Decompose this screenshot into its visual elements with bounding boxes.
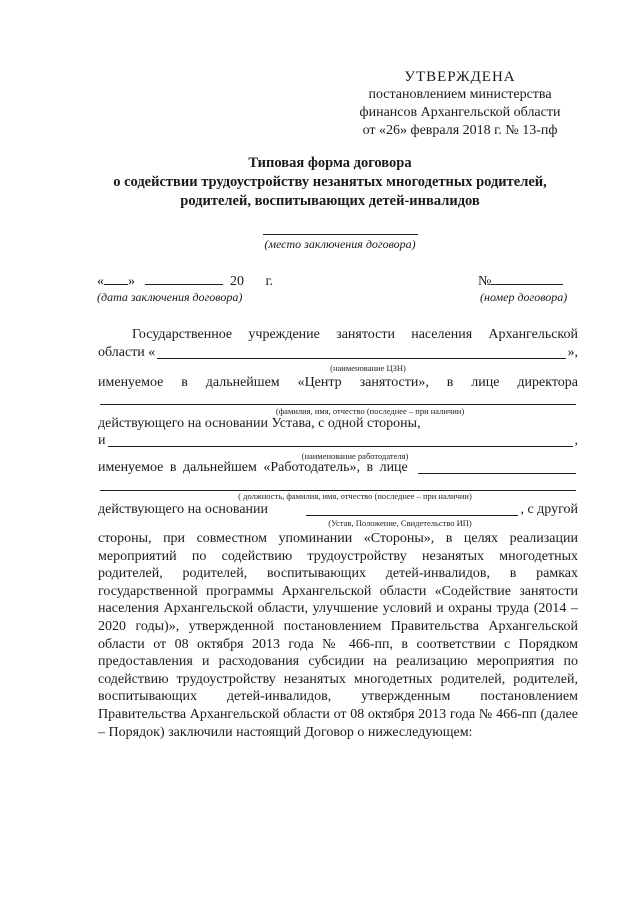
region-suffix: »,	[567, 345, 578, 360]
date-caption: (дата заключения договора)	[97, 290, 243, 304]
caption-czn: (наименование ЦЗН)	[330, 363, 406, 373]
body-paragraph-block	[98, 530, 578, 741]
caption-employer: (наименование работодателя)	[301, 451, 409, 461]
and-suffix: ,	[574, 433, 578, 448]
employer-named-text: именуемое в дальнейшем «Работодатель», в лице	[98, 460, 408, 475]
day-blank	[104, 271, 128, 285]
employer-named-line	[98, 459, 578, 477]
region-prefix: области «	[98, 345, 156, 360]
employer-line	[98, 432, 578, 450]
document-title	[70, 154, 590, 211]
basis-blank	[306, 515, 518, 516]
acting-ustav-line: действующего на основании Устава, с одной стороны,	[98, 416, 421, 431]
approval-line-2: финансов Архангельской области	[359, 105, 561, 120]
place-caption: (место заключения договора)	[264, 237, 416, 251]
date-open-quote: «	[97, 274, 104, 289]
other-side-text: , с другой	[520, 502, 578, 517]
approval-line-1: постановлением министерства	[368, 87, 552, 102]
number-blank	[491, 271, 563, 285]
month-blank	[145, 271, 223, 285]
title-line-1: Типовая форма договора	[248, 155, 412, 171]
number-row	[478, 271, 563, 290]
year-prefix: 20	[230, 274, 244, 289]
title-line-3: родителей, воспитывающих детей-инвалидов	[180, 193, 480, 209]
employer-name-blank	[108, 446, 573, 447]
approval-line-3: от «26» февраля 2018 г. № 13-пф	[362, 123, 558, 138]
title-line-2: о содействии трудоустройству незанятых многодетных родителей,	[113, 174, 547, 190]
date-close-quote: »	[128, 274, 135, 289]
number-caption: (номер договора)	[480, 290, 568, 304]
number-sign: №	[478, 274, 492, 289]
date-row	[97, 271, 273, 290]
place-blank	[263, 234, 418, 235]
approval-heading: УТВЕРЖДЕНА	[404, 69, 516, 85]
director-name-blank	[100, 392, 576, 405]
caption-position: ( должность, фамилия, имя, отчество (последнее – при наличии)	[238, 491, 472, 501]
and-prefix: и	[98, 433, 106, 448]
named-line: именуемое в дальнейшем «Центр занятости», в лице директора	[98, 375, 578, 390]
czn-name-blank	[157, 358, 565, 359]
body-paragraph: стороны, при совместном упоминании «Стороны», в целях реализации мероприятий по содействию трудоустройству незанятых многодетных родителей, родителей, воспитывающих детей-инвалидов, в рамках государственной программы Архангельской области «Содействие занятости населения Архангельской области, улучшение условий и охраны труда (2014 – 2020 годы)», утвержденной постановлением Правительства Архангельской области от 08 октября 2013 года № 466-пп, в соответствии с Порядком предоставления и расходования субсидии на реализацию мероприятия по содействию трудоустройству незанятых многодетных родителей, родителей, воспитывающих детей-инвалидов, утвержденным постановлением Правительства Архангельской области от 08 октября 2013 года № 466-пп (далее – Порядок) заключили настоящий Договор о нижеследующем:	[98, 531, 578, 740]
acting-basis-text: действующего на основании	[98, 502, 269, 517]
intro-line: Государственное учреждение занятости населения Архангельской	[132, 327, 578, 342]
caption-director: (фамилия, имя, отчество (последнее – при наличии)	[275, 406, 465, 416]
position-blank	[100, 478, 576, 491]
representative-blank	[418, 473, 576, 474]
caption-basis: (Устав, Положение, Свидетельство ИП)	[328, 518, 472, 528]
region-line	[98, 344, 578, 362]
acting-basis-line	[98, 501, 578, 519]
approval-block	[340, 68, 580, 140]
year-suffix: г.	[265, 274, 274, 289]
